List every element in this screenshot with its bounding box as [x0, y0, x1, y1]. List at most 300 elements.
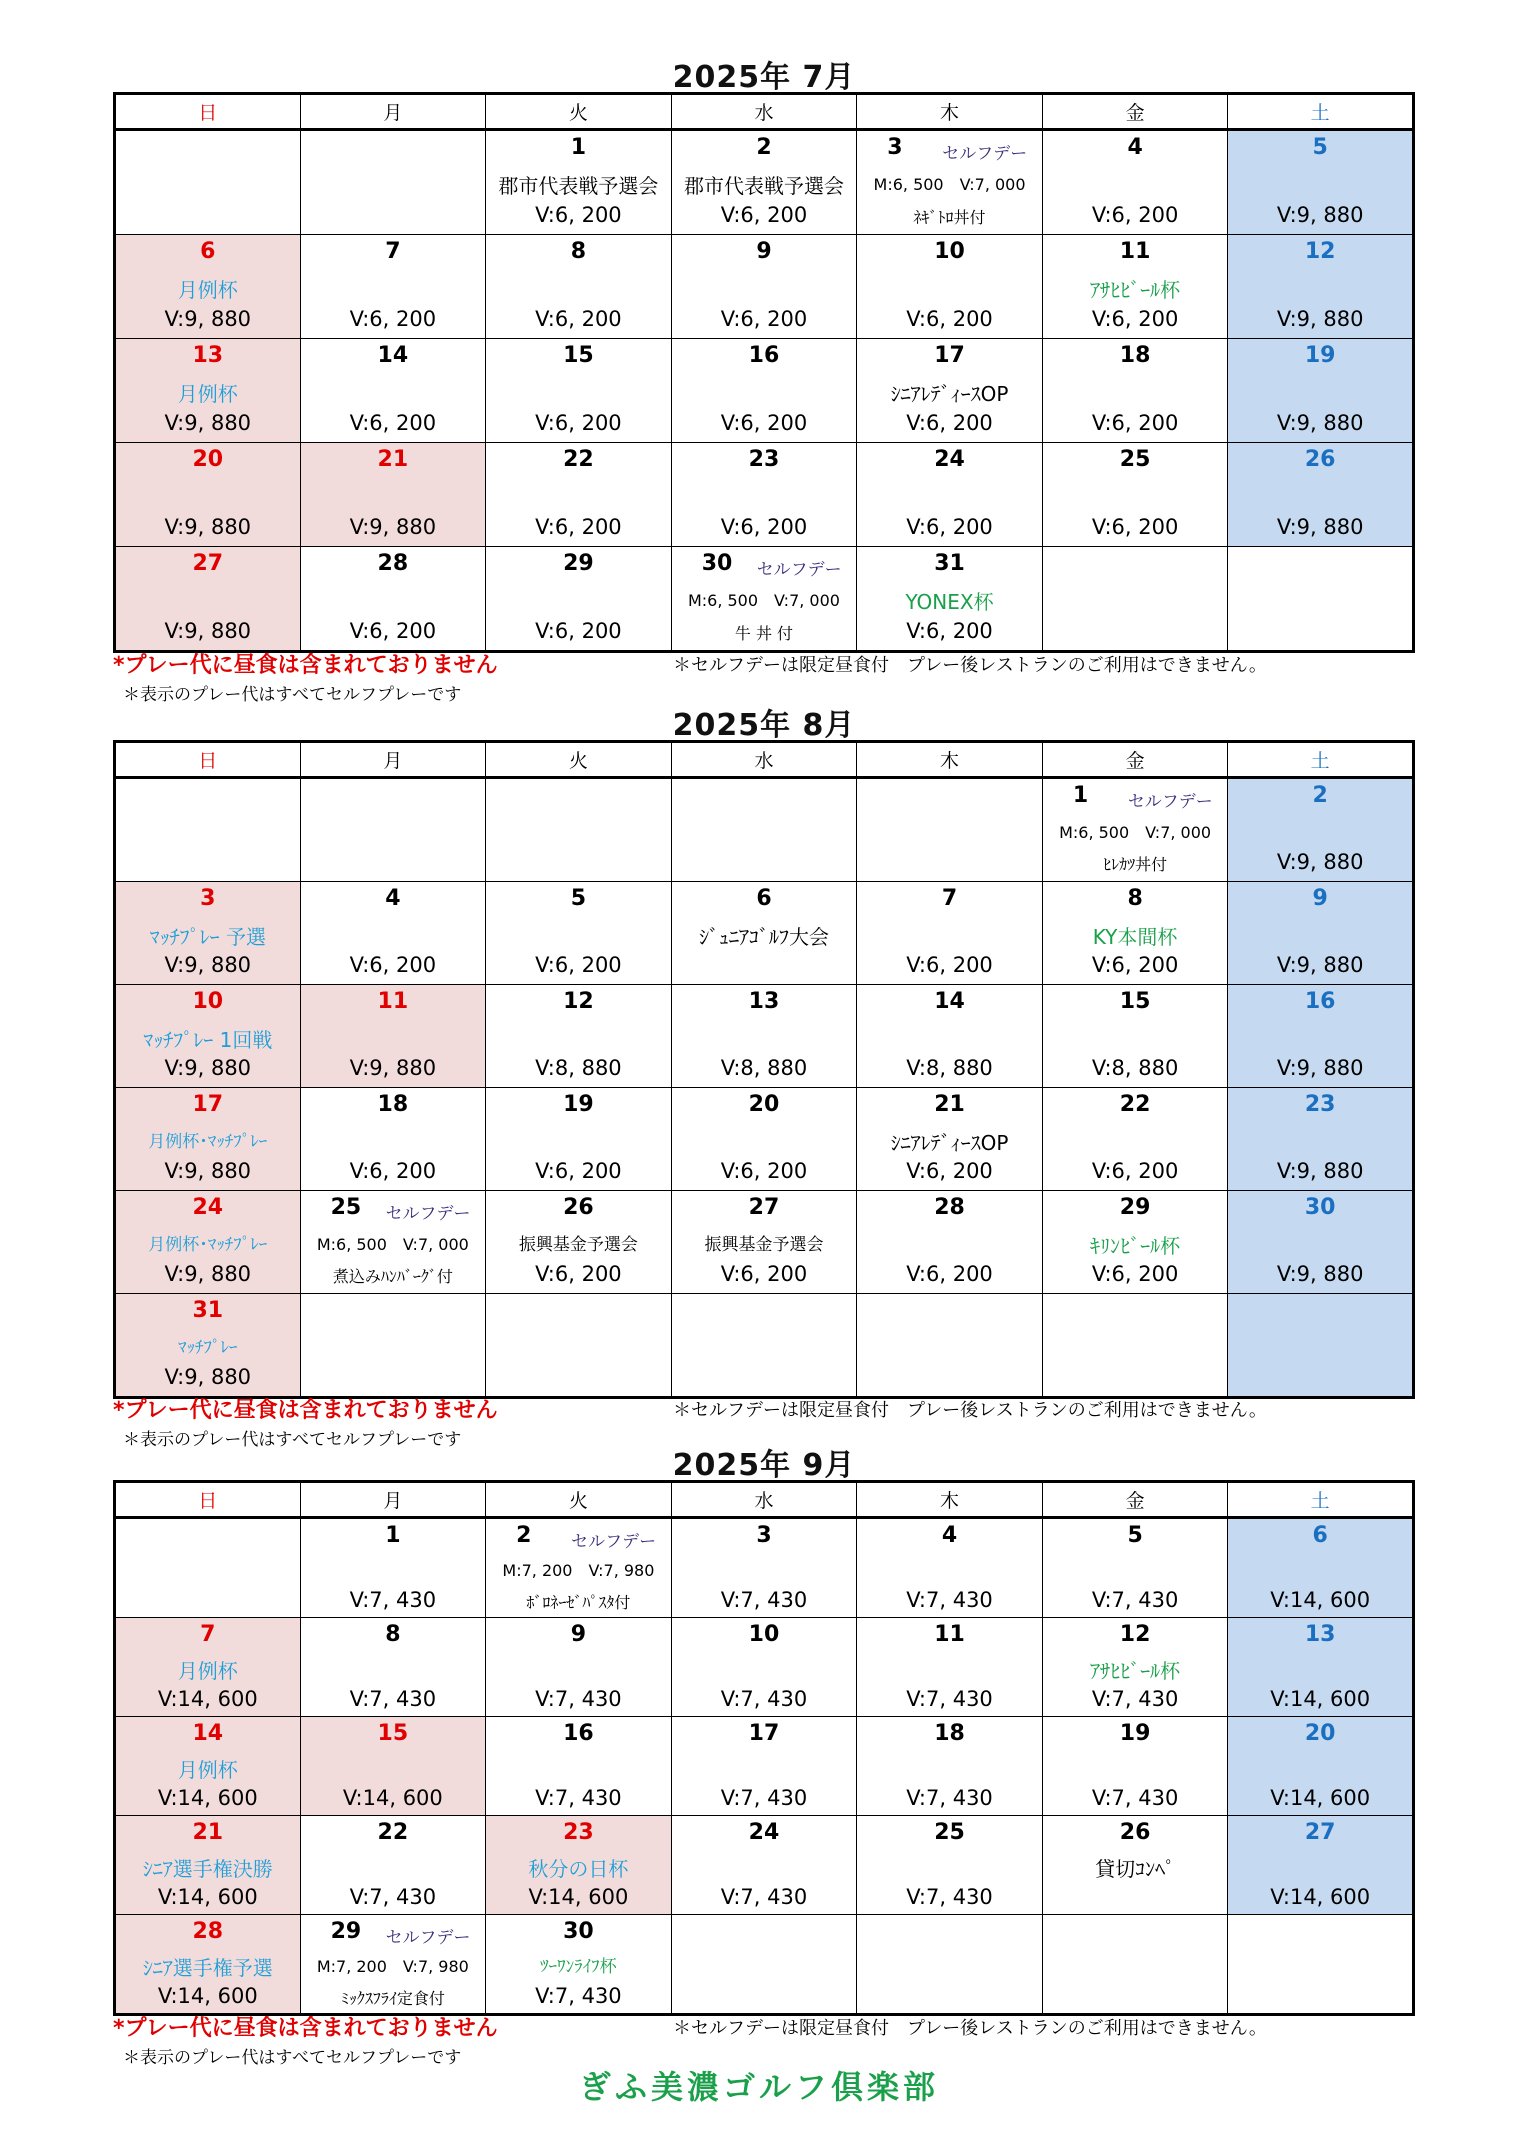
day-number: 1: [385, 1523, 401, 1548]
club-name: ぎふ美濃ゴルフ倶楽部: [578, 2068, 939, 2106]
day-cell: [486, 1191, 672, 1294]
play-fee: V:6, 200: [906, 619, 993, 643]
week-row: [115, 339, 1414, 443]
play-fee: V:6, 200: [906, 307, 993, 331]
day-number: 27: [748, 1195, 780, 1220]
play-fee: V:7, 430: [349, 1588, 437, 1612]
calendar-table: [113, 92, 1415, 653]
event-label: 貸切ｺﾝﾍﾟ: [1095, 1857, 1176, 1881]
play-fee: V:6, 200: [535, 515, 622, 539]
day-cell: [486, 339, 672, 443]
play-fee: V:6, 200: [535, 1262, 622, 1286]
play-fee: V:9, 880: [1276, 1159, 1364, 1183]
day-cell: [1042, 882, 1228, 985]
self-day-label: セルフデー: [385, 1928, 471, 1948]
day-cell: [1042, 778, 1228, 882]
weekday-header: 月: [300, 742, 486, 778]
play-fee: V:6, 200: [1091, 203, 1179, 227]
day-number: 17: [748, 1721, 780, 1746]
day-number: 5: [1312, 135, 1328, 160]
play-fee: V:9, 880: [164, 953, 252, 977]
self-day-price: M:6, 500 V:7, 000: [687, 591, 840, 610]
day-number: 14: [934, 989, 965, 1014]
play-fee: V:6, 200: [720, 1262, 808, 1286]
day-number: 22: [377, 1820, 409, 1845]
day-cell: [300, 1915, 486, 2015]
day-cell: [1228, 443, 1414, 547]
day-cell: [671, 339, 857, 443]
day-cell: [300, 1518, 486, 1618]
play-fee: V:6, 200: [1091, 953, 1179, 977]
day-number: 12: [563, 989, 594, 1014]
day-number: 31: [934, 551, 965, 576]
play-fee: V:7, 430: [720, 1588, 808, 1612]
self-day-note: ＊セルフデーは限定昼食付 プレー後レストランのご利用はできません。: [673, 655, 1267, 676]
day-cell: [671, 1618, 857, 1717]
play-fee: V:6, 200: [1091, 307, 1179, 331]
day-cell: [1228, 985, 1414, 1088]
play-fee: V:14, 600: [1270, 1588, 1371, 1612]
day-cell: [857, 1816, 1043, 1915]
day-cell: [671, 443, 857, 547]
day-number: 15: [1119, 989, 1151, 1014]
day-number: 21: [192, 1820, 224, 1845]
day-cell: [1042, 235, 1228, 339]
event-label: ｼﾆｱ選手権決勝: [142, 1857, 273, 1881]
play-fee: V:9, 880: [1276, 1056, 1364, 1080]
weekday-header: 月: [300, 94, 486, 130]
day-number: 26: [1304, 447, 1336, 472]
play-fee: V:14, 600: [1270, 1687, 1371, 1711]
play-fee: V:14, 600: [157, 1984, 258, 2008]
weekday-header: 日: [115, 1482, 301, 1518]
event-label: 郡市代表戦予選会: [498, 174, 659, 198]
event-label: ｱｻﾋﾋﾞｰﾙ杯: [1090, 1659, 1181, 1683]
day-cell: [115, 130, 301, 235]
day-number: 2: [516, 1523, 532, 1548]
play-fee: V:6, 200: [349, 307, 437, 331]
day-number: 23: [748, 447, 780, 472]
day-cell: [300, 235, 486, 339]
day-number: 2: [756, 135, 772, 160]
day-cell: [486, 1294, 672, 1398]
play-fee: V:9, 880: [1276, 850, 1364, 874]
day-cell: [857, 1717, 1043, 1816]
day-number: 3: [756, 1523, 772, 1548]
day-cell: [300, 547, 486, 652]
play-fee: V:6, 200: [349, 1159, 437, 1183]
event-label: 郡市代表戦予選会: [683, 174, 844, 198]
play-fee: V:9, 880: [164, 1056, 252, 1080]
play-fee: V:9, 880: [164, 307, 252, 331]
day-number: 29: [563, 551, 594, 576]
day-cell: [671, 1294, 857, 1398]
play-fee: V:14, 600: [528, 1885, 629, 1909]
day-number: 10: [748, 1622, 780, 1647]
day-number: 29: [330, 1919, 362, 1944]
weekday-header: 日: [115, 94, 301, 130]
week-row: [115, 235, 1414, 339]
play-fee: V:7, 430: [1091, 1588, 1179, 1612]
day-cell: [857, 882, 1043, 985]
day-cell: [300, 443, 486, 547]
day-number: 20: [748, 1092, 780, 1117]
self-day-price: M:6, 500 V:7, 000: [316, 1235, 469, 1254]
day-number: 9: [756, 239, 772, 264]
day-number: 5: [1127, 1523, 1143, 1548]
day-cell: [300, 339, 486, 443]
weekday-header: 木: [857, 1482, 1043, 1518]
day-cell: [671, 1191, 857, 1294]
weekday-header: 木: [857, 94, 1043, 130]
day-cell: [486, 235, 672, 339]
weekday-header: 水: [671, 94, 857, 130]
play-fee: V:6, 200: [535, 411, 622, 435]
day-cell: [671, 1518, 857, 1618]
week-row: [115, 547, 1414, 652]
day-cell: [1042, 1088, 1228, 1191]
weekday-header: 木: [857, 742, 1043, 778]
day-cell: [857, 235, 1043, 339]
day-number: 13: [192, 343, 224, 368]
day-cell: [671, 1717, 857, 1816]
play-fee: V:6, 200: [349, 953, 437, 977]
day-cell: [300, 882, 486, 985]
day-cell: [1228, 778, 1414, 882]
event-label: KY本間杯: [1092, 925, 1178, 949]
play-fee: V:14, 600: [1270, 1885, 1371, 1909]
day-cell: [486, 778, 672, 882]
day-number: 30: [701, 551, 733, 576]
lunch-menu: ﾋﾚｶﾂ丼付: [1103, 855, 1168, 874]
play-fee: V:14, 600: [157, 1786, 258, 1810]
day-cell: [857, 1088, 1043, 1191]
day-number: 25: [1119, 447, 1151, 472]
play-fee: V:9, 880: [164, 619, 252, 643]
day-cell: [1228, 339, 1414, 443]
play-fee: V:6, 200: [349, 411, 437, 435]
weekday-header: 水: [671, 742, 857, 778]
day-number: 25: [934, 1820, 965, 1845]
play-fee: V:9, 880: [349, 515, 437, 539]
event-label: YONEX杯: [905, 590, 994, 614]
weekday-header: 金: [1042, 742, 1228, 778]
day-cell: [857, 1294, 1043, 1398]
day-cell: [486, 1915, 672, 2015]
day-cell: [1042, 130, 1228, 235]
day-number: 13: [1304, 1622, 1336, 1647]
event-label: ｷﾘﾝﾋﾞｰﾙ杯: [1090, 1234, 1181, 1258]
play-fee: V:7, 430: [535, 1984, 622, 2008]
day-cell: [115, 1088, 301, 1191]
day-number: 12: [1119, 1622, 1151, 1647]
no-lunch-note: *プレー代に昼食は含まれておりません: [113, 1398, 498, 1423]
play-fee: V:6, 200: [349, 619, 437, 643]
weekday-header: 土: [1228, 742, 1414, 778]
week-row: [115, 1088, 1414, 1191]
day-number: 22: [563, 447, 594, 472]
play-fee: V:6, 200: [535, 1159, 622, 1183]
play-fee: V:9, 880: [349, 1056, 437, 1080]
day-number: 4: [941, 1523, 958, 1548]
day-cell: [857, 339, 1043, 443]
day-number: 11: [1119, 239, 1151, 264]
event-label: 月例杯: [177, 1659, 238, 1683]
day-number: 1: [570, 135, 587, 160]
weekday-header: 月: [300, 1482, 486, 1518]
day-cell: [857, 130, 1043, 235]
day-cell: [1228, 1191, 1414, 1294]
calendar-table: [113, 1480, 1415, 2016]
event-label: ﾂｰﾜﾝﾗｲﾌ杯: [540, 1957, 617, 1977]
day-number: 16: [748, 343, 780, 368]
day-number: 6: [1312, 1523, 1328, 1548]
day-cell: [671, 1088, 857, 1191]
play-fee: V:9, 880: [164, 411, 252, 435]
day-cell: [115, 1915, 301, 2015]
day-cell: [1042, 1518, 1228, 1618]
day-number: 24: [192, 1195, 224, 1220]
play-fee: V:9, 880: [164, 1365, 252, 1389]
week-row: [115, 882, 1414, 985]
day-cell: [1228, 1717, 1414, 1816]
day-cell: [1228, 1618, 1414, 1717]
play-fee: V:7, 430: [906, 1588, 993, 1612]
day-cell: [671, 547, 857, 652]
play-fee: V:9, 880: [164, 1262, 252, 1286]
day-number: 17: [192, 1092, 224, 1117]
self-day-note: ＊セルフデーは限定昼食付 プレー後レストランのご利用はできません。: [673, 1400, 1267, 1421]
play-fee: V:14, 600: [1270, 1786, 1371, 1810]
day-cell: [115, 339, 301, 443]
day-number: 28: [377, 551, 409, 576]
day-number: 4: [1127, 135, 1143, 160]
play-fee: V:9, 880: [1276, 953, 1364, 977]
week-row: [115, 130, 1414, 235]
day-number: 21: [934, 1092, 965, 1117]
week-row: [115, 1618, 1414, 1717]
play-fee: V:7, 430: [720, 1687, 808, 1711]
play-fee: V:7, 430: [535, 1687, 622, 1711]
week-row: [115, 1816, 1414, 1915]
weekday-header: 火: [486, 1482, 672, 1518]
day-number: 15: [377, 1721, 409, 1746]
self-day-price: M:6, 500 V:7, 000: [873, 175, 1026, 194]
event-label: ﾏｯﾁﾌﾟﾚｰ 1回戦: [143, 1028, 273, 1052]
event-label: ｱｻﾋﾋﾞｰﾙ杯: [1090, 278, 1181, 302]
play-fee: V:6, 200: [906, 515, 993, 539]
day-number: 8: [570, 239, 587, 264]
day-cell: [115, 1618, 301, 1717]
event-label: ｼﾆｱﾚﾃﾞｨｰｽOP: [890, 382, 1009, 406]
play-fee: V:6, 200: [535, 307, 622, 331]
day-cell: [671, 778, 857, 882]
day-cell: [857, 778, 1043, 882]
day-number: 6: [200, 239, 216, 264]
day-number: 8: [1127, 886, 1143, 911]
day-number: 27: [192, 551, 224, 576]
day-cell: [300, 130, 486, 235]
day-cell: [486, 1518, 672, 1618]
play-fee: V:9, 880: [1276, 515, 1364, 539]
no-lunch-note: *プレー代に昼食は含まれておりません: [113, 653, 498, 678]
day-cell: [1228, 547, 1414, 652]
day-cell: [1042, 1191, 1228, 1294]
self-day-label: セルフデー: [1127, 792, 1213, 812]
play-fee: V:7, 430: [1091, 1786, 1179, 1810]
day-number: 18: [377, 1092, 409, 1117]
day-number: 28: [934, 1195, 965, 1220]
event-label: 月例杯: [177, 382, 238, 406]
event-label: ｼﾆｱ選手権予選: [142, 1956, 273, 1980]
day-cell: [1228, 1294, 1414, 1398]
day-number: 18: [934, 1721, 965, 1746]
day-number: 11: [377, 989, 409, 1014]
self-play-note: ＊表示のプレー代はすべてセルフプレーです: [123, 685, 462, 705]
day-number: 13: [748, 989, 780, 1014]
week-row: [115, 1294, 1414, 1398]
day-cell: [115, 443, 301, 547]
day-number: 9: [570, 1622, 587, 1647]
event-label: 月例杯: [177, 278, 238, 302]
self-day-label: セルフデー: [385, 1204, 471, 1224]
day-number: 11: [934, 1622, 965, 1647]
play-fee: V:9, 880: [1276, 411, 1364, 435]
day-number: 31: [192, 1298, 224, 1323]
day-number: 18: [1119, 343, 1151, 368]
lunch-menu: 牛 丼 付: [734, 624, 794, 643]
play-fee: V:6, 200: [535, 203, 622, 227]
day-cell: [300, 985, 486, 1088]
week-row: [115, 778, 1414, 882]
play-fee: V:6, 200: [906, 1262, 993, 1286]
day-cell: [115, 1294, 301, 1398]
day-number: 30: [1304, 1195, 1336, 1220]
play-fee: V:6, 200: [1091, 515, 1179, 539]
day-number: 8: [385, 1622, 401, 1647]
play-fee: V:14, 600: [157, 1687, 258, 1711]
day-cell: [486, 882, 672, 985]
weekday-header: 火: [486, 742, 672, 778]
weekday-header: 金: [1042, 1482, 1228, 1518]
play-fee: V:7, 430: [349, 1687, 437, 1711]
play-fee: V:6, 200: [906, 411, 993, 435]
day-cell: [857, 985, 1043, 1088]
day-cell: [1228, 130, 1414, 235]
play-fee: V:7, 430: [906, 1687, 993, 1711]
day-number: 25: [330, 1195, 362, 1220]
day-cell: [1228, 235, 1414, 339]
month-title: 2025年 8月: [672, 708, 856, 743]
event-label: 月例杯･ﾏｯﾁﾌﾟﾚｰ: [148, 1235, 268, 1255]
day-cell: [486, 130, 672, 235]
day-cell: [115, 882, 301, 985]
play-fee: V:9, 880: [1276, 307, 1364, 331]
day-cell: [671, 882, 857, 985]
day-cell: [115, 547, 301, 652]
play-fee: V:9, 880: [164, 1159, 252, 1183]
day-cell: [300, 1088, 486, 1191]
self-day-price: M:7, 200 V:7, 980: [316, 1957, 469, 1976]
day-number: 7: [941, 886, 958, 911]
day-number: 22: [1119, 1092, 1151, 1117]
day-cell: [115, 235, 301, 339]
day-cell: [300, 1717, 486, 1816]
day-cell: [1042, 1915, 1228, 2015]
day-cell: [486, 443, 672, 547]
weekday-header: 水: [671, 1482, 857, 1518]
play-fee: V:7, 430: [1091, 1687, 1179, 1711]
day-cell: [115, 778, 301, 882]
play-fee: V:7, 430: [720, 1786, 808, 1810]
week-row: [115, 443, 1414, 547]
day-number: 14: [192, 1721, 224, 1746]
week-row: [115, 1717, 1414, 1816]
day-number: 10: [934, 239, 965, 264]
event-label: 振興基金予選会: [518, 1235, 638, 1255]
play-fee: V:6, 200: [535, 619, 622, 643]
day-number: 24: [934, 447, 965, 472]
self-day-label: セルフデー: [942, 144, 1028, 164]
day-cell: [486, 1088, 672, 1191]
day-number: 20: [192, 447, 224, 472]
play-fee: V:8, 880: [906, 1056, 993, 1080]
day-number: 26: [1119, 1820, 1151, 1845]
day-cell: [115, 1191, 301, 1294]
day-number: 16: [1304, 989, 1336, 1014]
self-day-label: セルフデー: [756, 560, 842, 580]
week-row: [115, 1915, 1414, 2015]
day-number: 15: [563, 343, 594, 368]
day-cell: [300, 1816, 486, 1915]
self-play-note: ＊表示のプレー代はすべてセルフプレーです: [123, 1430, 462, 1450]
day-cell: [1042, 547, 1228, 652]
day-number: 21: [377, 447, 409, 472]
day-cell: [300, 778, 486, 882]
play-fee: V:7, 430: [906, 1786, 993, 1810]
no-lunch-note: *プレー代に昼食は含まれておりません: [113, 2016, 498, 2041]
play-fee: V:6, 200: [1091, 1159, 1179, 1183]
event-label: ｼﾞｭﾆｱｺﾞﾙﾌ大会: [698, 925, 829, 949]
lunch-menu: ﾎﾞﾛﾈｰｾﾞﾊﾟｽﾀ付: [526, 1593, 631, 1612]
play-fee: V:14, 600: [157, 1885, 258, 1909]
month-title: 2025年 9月: [672, 1448, 856, 1483]
day-cell: [486, 547, 672, 652]
day-cell: [300, 1618, 486, 1717]
day-cell: [857, 1618, 1043, 1717]
day-number: 30: [563, 1919, 594, 1944]
self-day-price: M:7, 200 V:7, 980: [502, 1561, 655, 1580]
play-fee: V:9, 880: [1276, 1262, 1364, 1286]
play-fee: V:6, 200: [906, 1159, 993, 1183]
self-day-price: M:6, 500 V:7, 000: [1059, 823, 1212, 842]
day-cell: [300, 1294, 486, 1398]
self-day-label: セルフデー: [571, 1532, 657, 1552]
day-cell: [1042, 443, 1228, 547]
play-fee: V:8, 880: [720, 1056, 808, 1080]
event-label: 月例杯: [177, 1758, 238, 1782]
week-row: [115, 985, 1414, 1088]
day-number: 7: [385, 239, 401, 264]
play-fee: V:7, 430: [349, 1885, 437, 1909]
event-label: ﾏｯﾁﾌﾟﾚｰ 予選: [149, 925, 266, 949]
day-number: 12: [1304, 239, 1336, 264]
day-cell: [1042, 1294, 1228, 1398]
play-fee: V:8, 880: [1091, 1056, 1179, 1080]
play-fee: V:7, 430: [906, 1885, 993, 1909]
day-number: 23: [563, 1820, 594, 1845]
calendar-table: [113, 740, 1415, 1399]
